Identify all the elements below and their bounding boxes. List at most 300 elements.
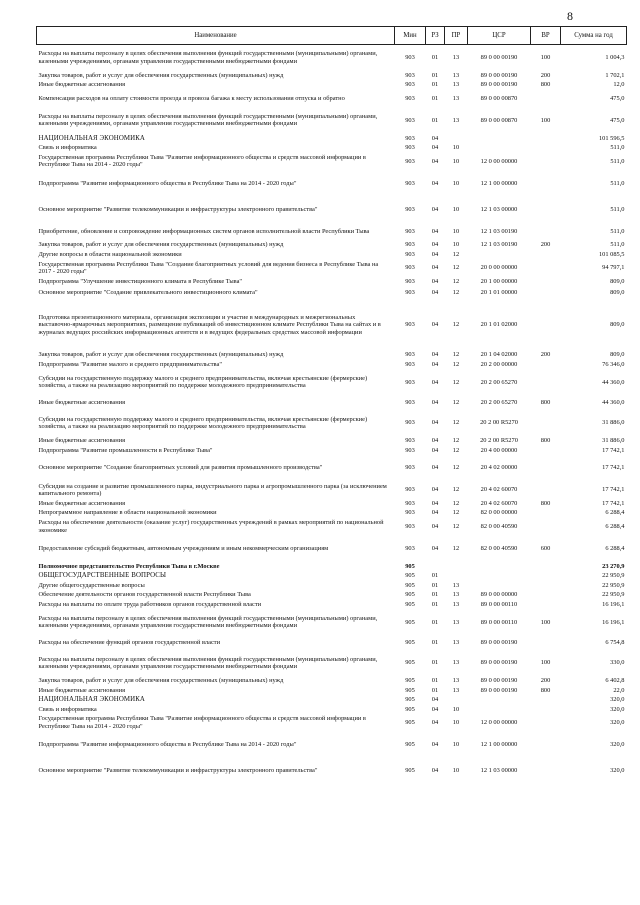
row-min: 905: [405, 581, 415, 589]
row-pr: 13: [452, 94, 460, 102]
row-amount: 101 085,5: [598, 250, 625, 258]
row-amount: 475,0: [610, 116, 625, 124]
row-vr: [531, 562, 561, 572]
row-csr: [468, 562, 531, 572]
row-rz: 04: [431, 227, 439, 235]
header-vr: ВР: [531, 27, 561, 45]
row-pr: 12: [452, 264, 460, 272]
table-row: [37, 143, 627, 153]
row-vr: [531, 196, 561, 222]
table-row: [37, 350, 627, 360]
header-rz: РЗ: [426, 27, 445, 45]
row-pr: 13: [452, 677, 460, 685]
row-min: 903: [405, 250, 415, 258]
row-vr: [531, 571, 561, 581]
row-rz: 04: [431, 719, 439, 727]
table-row: [37, 714, 627, 732]
row-rz: 04: [431, 157, 439, 165]
table-row: [37, 299, 627, 350]
row-amount: 809,0: [610, 278, 625, 286]
row-rz: 01: [431, 81, 439, 89]
row-pr: 13: [452, 638, 460, 646]
row-csr: 82 0 00 40590: [480, 523, 518, 531]
row-csr: 82 0 00 00000: [480, 509, 518, 517]
table-row: [37, 518, 627, 536]
row-min: 905: [405, 572, 415, 580]
row-csr: [468, 581, 531, 591]
row-pr: 13: [452, 71, 460, 79]
row-vr: 800: [540, 499, 551, 507]
row-vr: [531, 250, 561, 260]
row-csr: 89 0 00 00190: [480, 638, 518, 646]
row-min: 903: [405, 499, 415, 507]
row-pr: 12: [452, 278, 460, 286]
row-amount: 511,0: [610, 205, 625, 213]
row-csr: 12 0 00 00000: [480, 719, 518, 727]
row-min: 903: [405, 94, 415, 102]
row-vr: [531, 455, 561, 481]
row-rz: 04: [431, 437, 439, 445]
table-row: [37, 45, 627, 71]
row-min: 905: [405, 719, 415, 727]
row-pr: 10: [452, 241, 460, 249]
row-vr: [531, 90, 561, 108]
row-rz: 04: [431, 264, 439, 272]
row-pr: 12: [452, 419, 460, 427]
row-pr: 12: [452, 509, 460, 517]
row-vr: 800: [540, 399, 551, 406]
table-row: [37, 695, 627, 705]
row-pr: 12: [452, 289, 460, 297]
row-name: Подпрограмма "Развитие промышленности в Республике Тыва": [38, 446, 213, 454]
row-amount: 320,0: [610, 705, 625, 713]
row-vr: 200: [540, 71, 551, 79]
row-rz: 04: [431, 321, 439, 329]
row-rz: 04: [431, 399, 439, 406]
row-pr: 12: [452, 499, 460, 507]
row-min: 903: [405, 278, 415, 286]
row-pr: 12: [452, 399, 460, 406]
row-min: 903: [405, 116, 415, 124]
row-csr: 89 0 00 00190: [480, 686, 518, 694]
row-amount: 23 270,9: [602, 562, 625, 570]
row-rz: 04: [431, 696, 439, 704]
row-min: 905: [405, 741, 415, 749]
row-name: Расходы на выплаты по оплате труда работников органов государственной власти: [38, 600, 262, 608]
row-name: Подготовка презентационного материала, организация экспозиции и участие в международных и межрегиональных выставочно-ярмарочных мероприятиях, размещение публикаций об инвестиционном климате Республики Тыва на сайтах и в журналах ведущих российских информационных агентств и в ведущих федеральных средствах массовой информации: [38, 313, 381, 336]
row-rz: 01: [431, 638, 439, 646]
row-min: 903: [405, 446, 415, 454]
table-row: [37, 536, 627, 562]
row-vr: [531, 732, 561, 758]
row-min: 903: [405, 71, 415, 79]
row-amount: 44 360,0: [602, 378, 625, 386]
row-csr: 12 1 03 00190: [480, 227, 518, 235]
row-csr: [468, 695, 531, 705]
row-vr: [531, 143, 561, 153]
row-min: 905: [405, 696, 415, 704]
row-rz: 04: [431, 486, 439, 494]
row-min: 903: [405, 351, 415, 359]
table-row: [37, 590, 627, 600]
table-row: [37, 609, 627, 635]
row-name: Другие вопросы в области национальной экономики: [38, 250, 182, 258]
row-min: 905: [405, 686, 415, 694]
row-csr: 20 2 00 R5270: [480, 437, 518, 445]
row-amount: 320,0: [610, 696, 625, 704]
table-row: [37, 571, 627, 581]
row-csr: 20 4 02 60070: [480, 486, 518, 494]
row-vr: 600: [540, 545, 551, 553]
row-rz: 01: [431, 591, 439, 599]
table-row: [37, 581, 627, 591]
row-min: 903: [405, 241, 415, 249]
table-row: [37, 676, 627, 686]
row-pr: 13: [452, 54, 460, 62]
row-name: Иные бюджетные ассигнования: [38, 686, 126, 694]
row-vr: 200: [540, 677, 551, 685]
row-amount: 17 742,1: [602, 499, 625, 507]
row-csr: 12 0 00 00000: [480, 157, 518, 165]
row-csr: 20 1 01 00000: [480, 289, 518, 297]
row-csr: 20 4 00 00000: [480, 446, 518, 454]
row-rz: 01: [431, 71, 439, 79]
row-min: 903: [405, 81, 415, 89]
row-csr: [468, 250, 531, 260]
row-name: Расходы на обеспечение деятельности (оказание услуг) государственных учреждений в рамках мероприятий по национальной экономике: [38, 519, 384, 534]
row-name: НАЦИОНАЛЬНАЯ ЭКОНОМИКА: [38, 134, 146, 142]
row-csr: 20 4 02 00000: [480, 464, 518, 472]
row-csr: 20 0 00 00000: [480, 264, 518, 272]
row-amount: 320,0: [610, 767, 625, 775]
row-name: Подпрограмма "Развитие информационного общества в Республике Тыва на 2014 - 2020 годы": [38, 741, 297, 749]
row-min: 903: [405, 509, 415, 517]
row-name: ОБЩЕГОСУДАРСТВЕННЫЕ ВОПРОСЫ: [38, 572, 167, 580]
row-vr: [531, 635, 561, 649]
row-amount: 6 288,4: [605, 509, 625, 517]
row-rz: 04: [431, 360, 439, 368]
row-rz: 04: [431, 419, 439, 427]
row-name: Приобретение, обновление и сопровождение информационных систем органов исполнительной власти Республики Тыва: [38, 227, 370, 235]
row-name: Иные бюджетные ассигнования: [38, 499, 126, 507]
row-pr: 10: [452, 205, 460, 213]
table-row: [37, 499, 627, 509]
row-amount: 809,0: [610, 321, 625, 329]
row-rz: 04: [431, 545, 439, 553]
row-min: 903: [405, 227, 415, 235]
row-vr: [531, 170, 561, 196]
row-name: Основное мероприятие "Развитие телекоммуникации и инфраструктуры электронного правительства": [38, 767, 318, 775]
row-vr: [531, 714, 561, 732]
row-amount: 330,0: [610, 659, 625, 667]
row-vr: 200: [540, 241, 551, 249]
row-min: 903: [405, 264, 415, 272]
row-name: Субсидии на государственную поддержку малого и среднего предпринимательства, включая крестьянские (фермерские) хозяйства, а также на реализацию мероприятий по поддержке молодежного предпринимательства: [38, 415, 368, 430]
row-min: 903: [405, 378, 415, 386]
row-min: 905: [405, 618, 415, 626]
header-amount: Сумма на год: [561, 27, 627, 45]
row-name: НАЦИОНАЛЬНАЯ ЭКОНОМИКА: [38, 696, 146, 704]
row-min: 903: [405, 134, 415, 142]
row-pr: 12: [452, 360, 460, 368]
row-min: 905: [405, 705, 415, 713]
table-row: [37, 259, 627, 277]
row-rz: 04: [431, 144, 439, 152]
row-csr: 20 2 00 65270: [480, 399, 518, 406]
row-rz: 01: [431, 94, 439, 102]
row-amount: 1 702,1: [605, 71, 625, 79]
row-name: Основное мероприятие "Создание привлекательного инвестиционного климата": [38, 289, 258, 297]
header-name: Наименование: [37, 27, 395, 45]
row-pr: 12: [452, 464, 460, 472]
row-pr: 12: [452, 250, 460, 258]
row-amount: 22 950,9: [602, 572, 625, 580]
row-name: Связь и информатика: [38, 144, 97, 152]
row-csr: 12 1 00 00000: [480, 179, 518, 187]
row-min: 903: [405, 205, 415, 213]
row-rz: 04: [431, 767, 439, 775]
row-amount: 31 886,0: [602, 437, 625, 445]
row-rz: 04: [431, 509, 439, 517]
row-pr: [445, 133, 468, 143]
page-number: 8: [567, 9, 573, 23]
row-amount: 44 360,0: [602, 399, 625, 406]
row-min: 903: [405, 360, 415, 368]
row-amount: 17 742,1: [602, 464, 625, 472]
row-rz: 04: [431, 289, 439, 297]
row-rz: 01: [431, 686, 439, 694]
table-row: [37, 369, 627, 395]
row-amount: 511,0: [610, 179, 625, 187]
row-csr: 20 1 01 02000: [480, 321, 518, 329]
row-vr: [531, 695, 561, 705]
row-name: Компенсация расходов на оплату стоимости проезда и провоза багажа к месту использования отпуска и обратно: [38, 94, 345, 102]
row-name: Расходы на выплаты персоналу в целях обеспечения выполнения функций государственными (муниципальными) органами, казенными учреждениями, органами управления государственными внебюджетными фондами: [38, 50, 378, 65]
row-rz: 04: [431, 499, 439, 507]
row-rz: 01: [431, 572, 439, 580]
budget-table: [36, 26, 627, 784]
header-csr: ЦСР: [468, 27, 531, 45]
table-header: [37, 27, 627, 45]
row-name: Полномочное представительство Республики Тыва в г.Москве: [38, 562, 220, 570]
row-pr: 12: [452, 486, 460, 494]
row-name: Связь и информатика: [38, 705, 97, 713]
row-name: Основное мероприятие "Развитие телекоммуникации и инфраструктуры электронного правительства": [38, 205, 318, 213]
row-min: 903: [405, 321, 415, 329]
row-pr: 10: [452, 719, 460, 727]
row-amount: 6 754,8: [605, 638, 625, 646]
row-vr: 100: [540, 116, 551, 124]
row-min: 905: [405, 659, 415, 667]
row-amount: 6 402,8: [605, 677, 625, 685]
row-csr: [468, 571, 531, 581]
row-rz: 01: [431, 600, 439, 608]
row-min: 905: [405, 600, 415, 608]
row-vr: [531, 277, 561, 287]
row-pr: 12: [452, 321, 460, 329]
row-csr: 20 2 00 R5270: [480, 419, 518, 427]
row-amount: 17 742,1: [602, 446, 625, 454]
row-csr: 20 2 00 65270: [480, 378, 518, 386]
row-name: Государственная программа Республики Тыва "Развитие информационного общества и средств массовой информации в Республике Тыва на 2014 - 2020 годы": [38, 153, 366, 169]
table-row: [37, 704, 627, 714]
row-rz: 04: [431, 250, 439, 258]
table-row: [37, 360, 627, 370]
row-name: Субсидия на создание и развитие промышленного парка, индустриального парка и агропромышленного парка (за исключением капитального ремонта): [38, 482, 387, 498]
row-name: Расходы на выплаты персоналу в целях обеспечения выполнения функций государственными (муниципальными) органами, казенными учреждениями, органами управления государственными внебюджетными фондами: [38, 614, 378, 630]
row-name: Расходы на выплаты персоналу в целях обеспечения выполнения функций государственными (муниципальными) органами, казенными учреждениями, органами управления государственными внебюджетными фондами: [38, 655, 378, 670]
row-pr: 10: [452, 179, 460, 187]
table-row: [37, 287, 627, 300]
row-vr: [531, 758, 561, 784]
table-row: [37, 250, 627, 260]
row-csr: 20 1 00 00000: [480, 278, 518, 286]
header-pr: ПР: [445, 27, 468, 45]
row-pr: 12: [452, 446, 460, 454]
row-pr: 12: [452, 378, 460, 386]
row-pr: 13: [452, 116, 460, 124]
table-row: [37, 455, 627, 481]
row-name: Закупка товаров, работ и услуг для обеспечения государственных (муниципальных) нужд: [38, 351, 284, 359]
table-row: [37, 196, 627, 222]
row-vr: [531, 481, 561, 499]
table-row: [37, 395, 627, 409]
row-csr: 20 2 00 00000: [480, 360, 518, 368]
row-vr: [531, 508, 561, 518]
row-pr: 12: [452, 523, 460, 531]
row-amount: 22,0: [613, 686, 625, 694]
row-name: Другие общегосударственные вопросы: [38, 581, 145, 589]
row-csr: 89 0 00 00870: [480, 94, 518, 102]
row-rz: 04: [431, 378, 439, 386]
row-csr: [468, 133, 531, 143]
row-amount: 22 950,9: [602, 591, 625, 599]
row-csr: 89 0 00 00190: [480, 81, 518, 89]
row-min: 903: [405, 144, 415, 152]
row-name: Иные бюджетные ассигнования: [38, 399, 126, 406]
row-name: Подпрограмма "Улучшение инвестиционного климата в Республике Тыва": [38, 278, 243, 286]
row-amount: 1 004,3: [605, 54, 625, 62]
table-row: [37, 436, 627, 446]
row-name: Государственная программа Республики Тыва "Создание благоприятных условий для ведения бизнеса в Республике Тыва на 2017 - 2020 годы": [38, 260, 379, 276]
row-pr: 12: [452, 437, 460, 445]
row-rz: 04: [431, 446, 439, 454]
row-rz: 01: [431, 618, 439, 626]
row-rz: 04: [431, 179, 439, 187]
row-csr: 89 0 00 00190: [480, 71, 518, 79]
row-pr: 10: [452, 741, 460, 749]
row-vr: [531, 133, 561, 143]
row-name: Непрограммное направление в области национальной экономики: [38, 509, 217, 517]
row-csr: 89 0 00 00110: [480, 618, 518, 626]
row-pr: 13: [452, 659, 460, 667]
row-amount: 12,0: [613, 81, 625, 89]
row-rz: 01: [431, 116, 439, 124]
row-vr: [531, 259, 561, 277]
row-min: 905: [405, 767, 415, 775]
row-amount: 511,0: [610, 241, 625, 249]
table-row: [37, 732, 627, 758]
row-amount: 511,0: [610, 157, 625, 165]
row-csr: 89 0 00 00110: [480, 600, 518, 608]
row-min: 905: [405, 638, 415, 646]
row-pr: 10: [452, 767, 460, 775]
table-row: [37, 71, 627, 81]
row-min: 905: [405, 677, 415, 685]
row-vr: 100: [540, 659, 551, 667]
row-csr: 89 0 00 00190: [480, 54, 518, 62]
table-row: [37, 133, 627, 143]
table-row: [37, 562, 627, 572]
row-csr: 20 1 04 02000: [480, 351, 518, 359]
row-csr: [468, 143, 531, 153]
row-amount: 809,0: [610, 289, 625, 297]
row-name: Иные бюджетные ассигнования: [38, 437, 126, 445]
row-vr: [531, 299, 561, 350]
row-vr: [531, 287, 561, 300]
row-name: Подпрограмма "Развитие малого и среднего предпринимательства": [38, 360, 222, 368]
row-min: 903: [405, 464, 415, 472]
row-csr: 82 0 00 40590: [480, 545, 518, 553]
table-row: [37, 152, 627, 170]
row-rz: 04: [431, 741, 439, 749]
table-row: [37, 277, 627, 287]
row-amount: 320,0: [610, 719, 625, 727]
row-amount: 16 196,1: [602, 600, 625, 608]
row-min: 903: [405, 399, 415, 406]
table-row: [37, 758, 627, 784]
row-vr: [531, 152, 561, 170]
row-pr: 10: [452, 227, 460, 235]
row-csr: 89 0 00 00000: [480, 591, 518, 599]
row-min: 903: [405, 157, 415, 165]
row-csr: 89 0 00 00190: [480, 677, 518, 685]
row-amount: 6 288,4: [605, 523, 625, 531]
row-rz: 04: [431, 205, 439, 213]
row-min: 903: [405, 486, 415, 494]
table-row: [37, 685, 627, 695]
row-name: Основное мероприятие "Создание благоприятных условий для развития промышленного производства": [38, 464, 323, 472]
row-vr: 200: [540, 351, 551, 359]
row-vr: [531, 600, 561, 610]
row-name: Субсидии на государственную поддержку малого и среднего предпринимательства, включая крестьянские (фермерские) хозяйства, а также на реализацию мероприятий по поддержке молодежного предпринимательства: [38, 375, 368, 390]
row-rz: 01: [431, 677, 439, 685]
row-name: Расходы на выплаты персоналу в целях обеспечения выполнения функций государственными (муниципальными) органами, казенными учреждениями, органами управления государственными внебюджетными фондами: [38, 113, 378, 128]
row-amount: 475,0: [610, 94, 625, 102]
table-row: [37, 90, 627, 108]
row-pr: 13: [452, 618, 460, 626]
table-row: [37, 650, 627, 676]
row-pr: 13: [452, 686, 460, 694]
row-pr: 13: [452, 81, 460, 89]
row-name: Подпрограмма "Развитие информационного общества в Республике Тыва на 2014 - 2020 годы": [38, 179, 297, 187]
row-min: 903: [405, 54, 415, 62]
row-pr: [445, 562, 468, 572]
row-rz: 04: [431, 705, 439, 713]
row-vr: [531, 410, 561, 436]
row-name: Иные бюджетные ассигнования: [38, 81, 126, 89]
row-amount: 511,0: [610, 144, 625, 152]
row-amount: 809,0: [610, 351, 625, 359]
row-rz: 04: [431, 464, 439, 472]
row-name: Закупка товаров, работ и услуг для обеспечения государственных (муниципальных) нужд: [38, 677, 284, 685]
row-min: 903: [405, 523, 415, 531]
row-name: Предоставление субсидий бюджетным, автономным учреждениям и иным некоммерческим организациям: [38, 545, 329, 553]
row-rz: 01: [431, 54, 439, 62]
row-rz: 04: [431, 351, 439, 359]
row-vr: [531, 369, 561, 395]
row-vr: 800: [540, 686, 551, 694]
